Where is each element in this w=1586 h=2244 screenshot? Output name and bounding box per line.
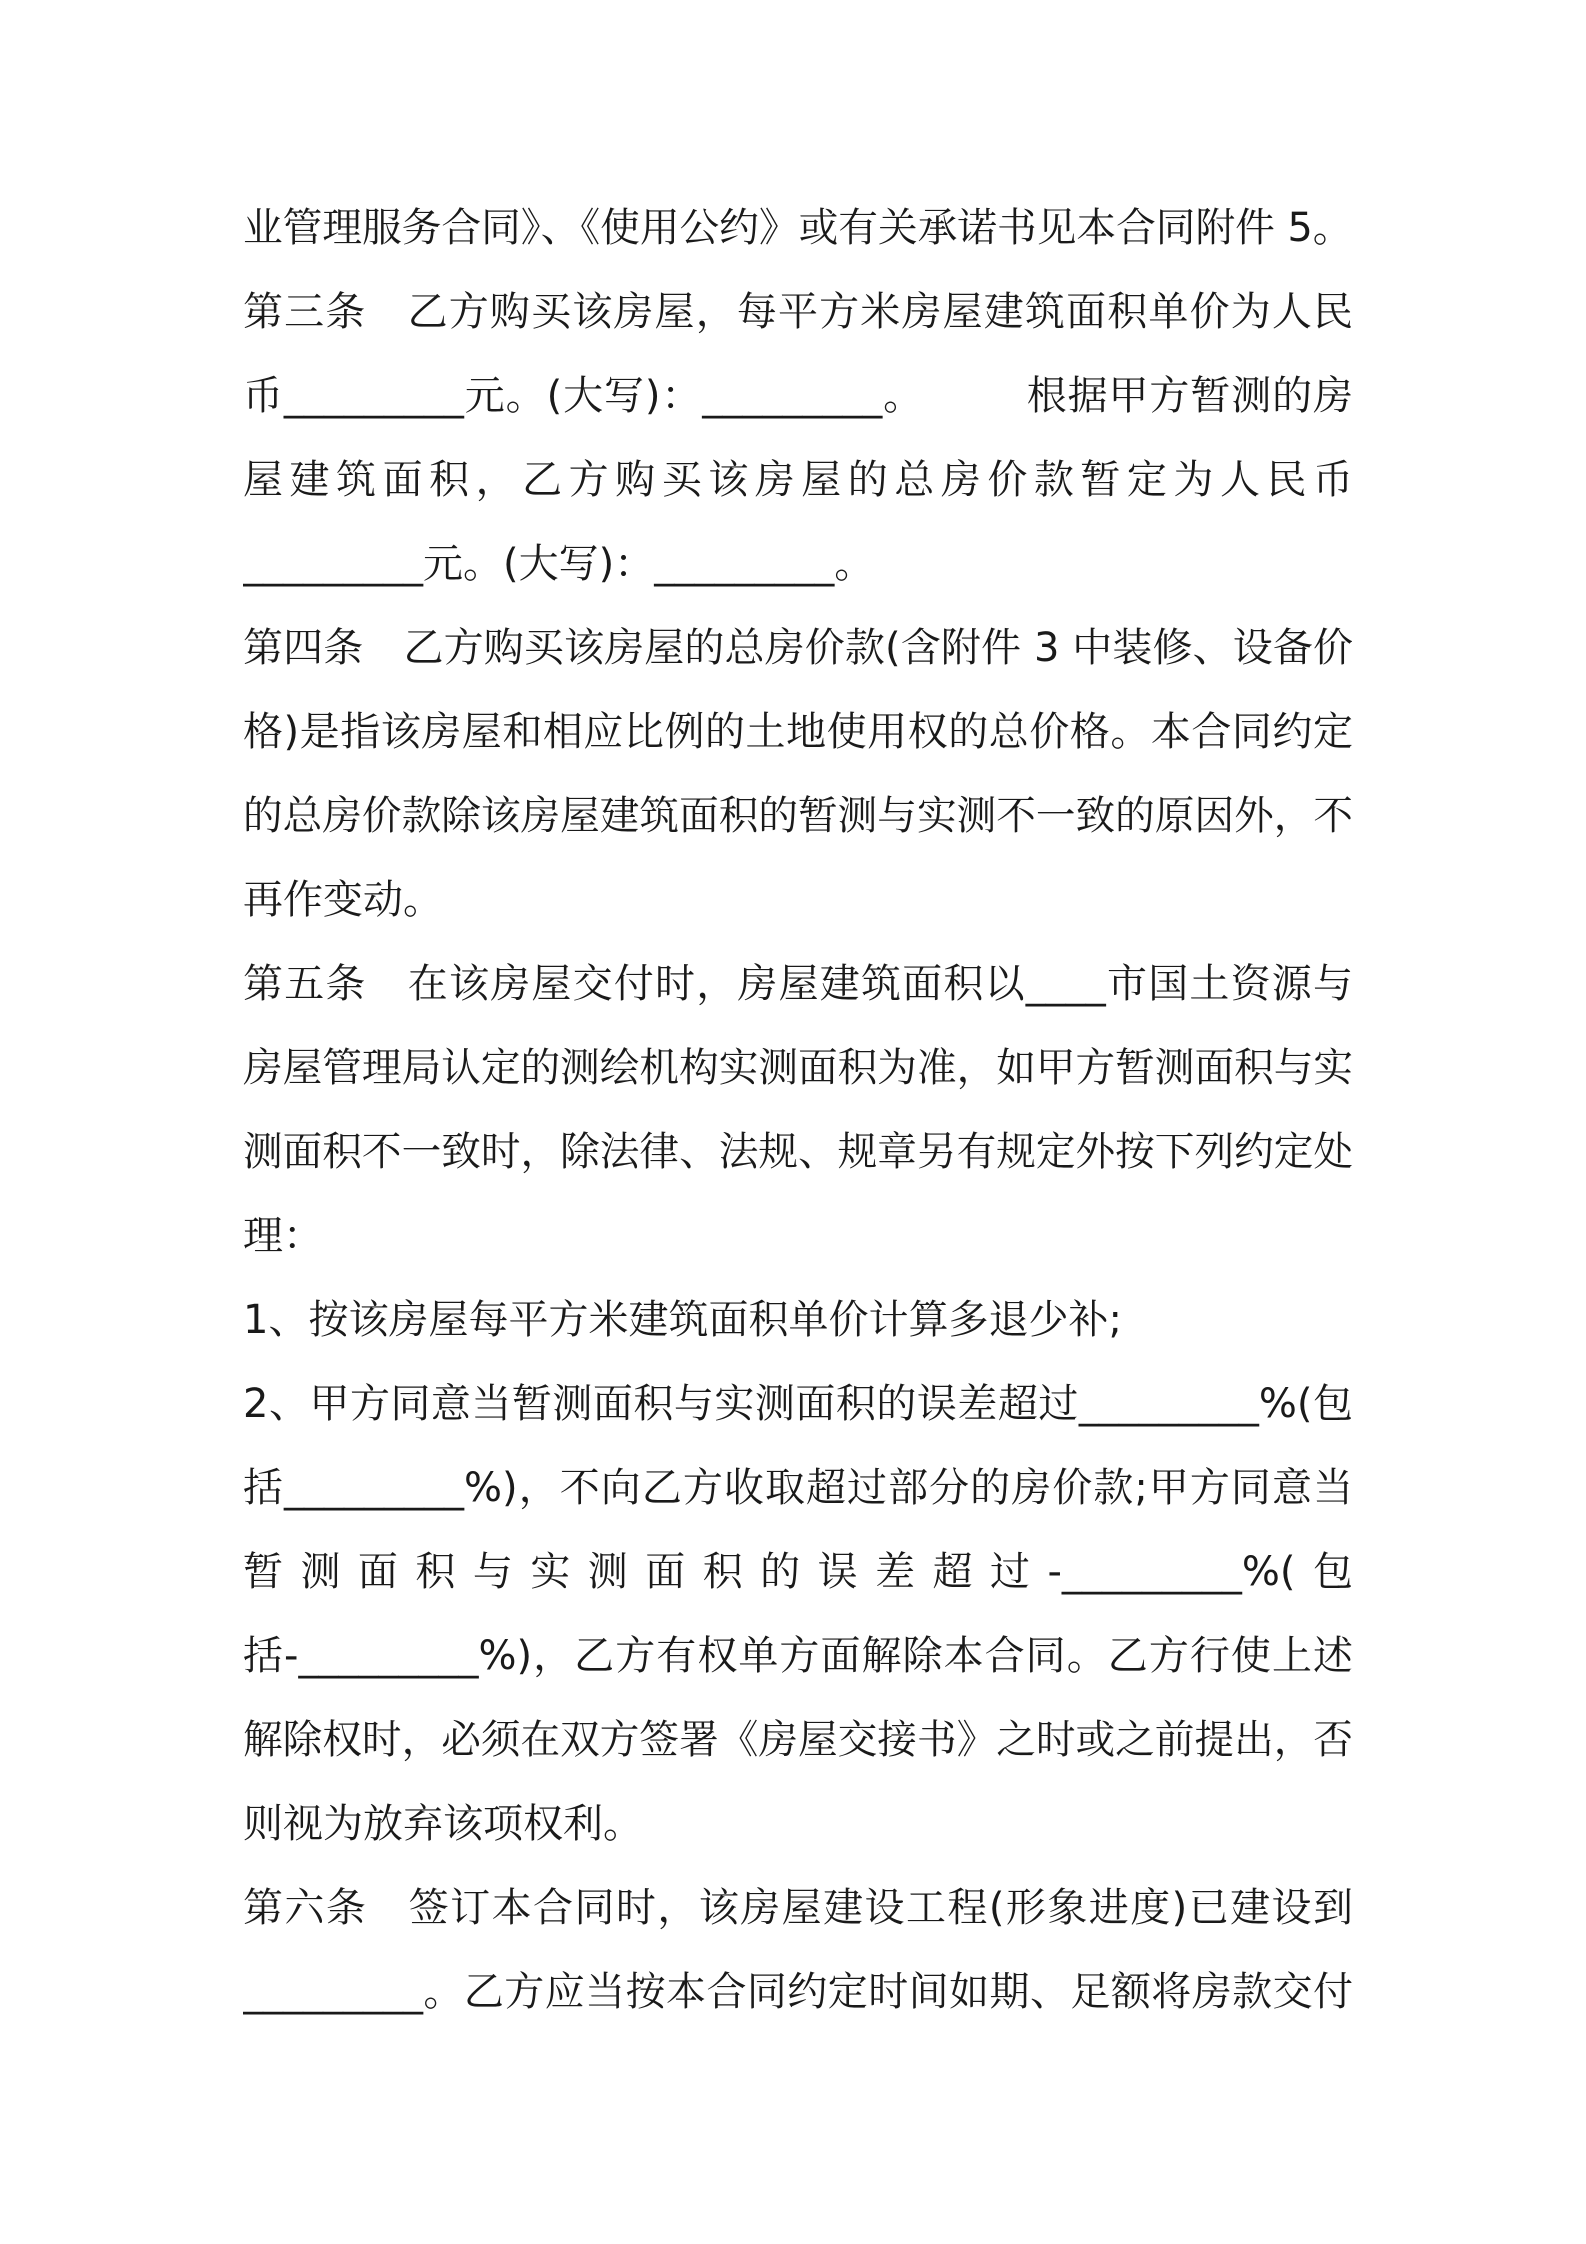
text-line: 房屋管理局认定的测绘机构实测面积为准，如甲方暂测面积与实 xyxy=(243,1045,1353,1091)
text-line: 1、按该房屋每平方米建筑面积单价计算多退少补; xyxy=(243,1297,1122,1343)
text-line: 再作变动。 xyxy=(243,877,443,923)
text-line: 解除权时，必须在双方签署《房屋交接书》之时或之前提出，否 xyxy=(243,1717,1353,1763)
text-line: 2、甲方同意当暂测面积与实测面积的误差超过_________%(包 xyxy=(243,1381,1353,1427)
text-line: 测面积不一致时，除法律、法规、规章另有规定外按下列约定处 xyxy=(243,1129,1353,1175)
text-line: 第四条 乙方购买该房屋的总房价款(含附件 3 中装修、设备价 xyxy=(243,625,1353,671)
text-line: 暂测面积与实测面积的误差超过-_________%(包 xyxy=(243,1549,1353,1595)
text-line: 屋建筑面积，乙方购买该房屋的总房价款暂定为人民币 xyxy=(243,457,1353,503)
text-line: _________。乙方应当按本合同约定时间如期、足额将房款交付 xyxy=(243,1969,1353,2015)
text-line: 的总房价款除该房屋建筑面积的暂测与实测不一致的原因外，不 xyxy=(243,793,1353,839)
text-line: 括-_________%)，乙方有权单方面解除本合同。乙方行使上述 xyxy=(243,1633,1353,1679)
text-line: 币_________元。(大写)：_________。 根据甲方暂测的房 xyxy=(243,373,1353,419)
text-line: 则视为放弃该项权利。 xyxy=(243,1801,643,1847)
text-line: 理： xyxy=(243,1213,323,1259)
text-line: _________元。(大写)：_________。 xyxy=(243,541,875,587)
text-line: 第五条 在该房屋交付时，房屋建筑面积以____市国土资源与 xyxy=(243,961,1353,1007)
text-line: 括_________%)，不向乙方收取超过部分的房价款;甲方同意当 xyxy=(243,1465,1353,1511)
text-line: 格)是指该房屋和相应比例的土地使用权的总价格。本合同约定 xyxy=(243,709,1353,755)
text-line: 第三条 乙方购买该房屋，每平方米房屋建筑面积单价为人民 xyxy=(243,289,1353,335)
contract-text xyxy=(243,186,1353,2034)
text-line: 第六条 签订本合同时，该房屋建设工程(形象进度)已建设到 xyxy=(243,1885,1353,1931)
text-line: 业管理服务合同》、《使用公约》或有关承诺书见本合同附件 5。 xyxy=(243,205,1353,251)
